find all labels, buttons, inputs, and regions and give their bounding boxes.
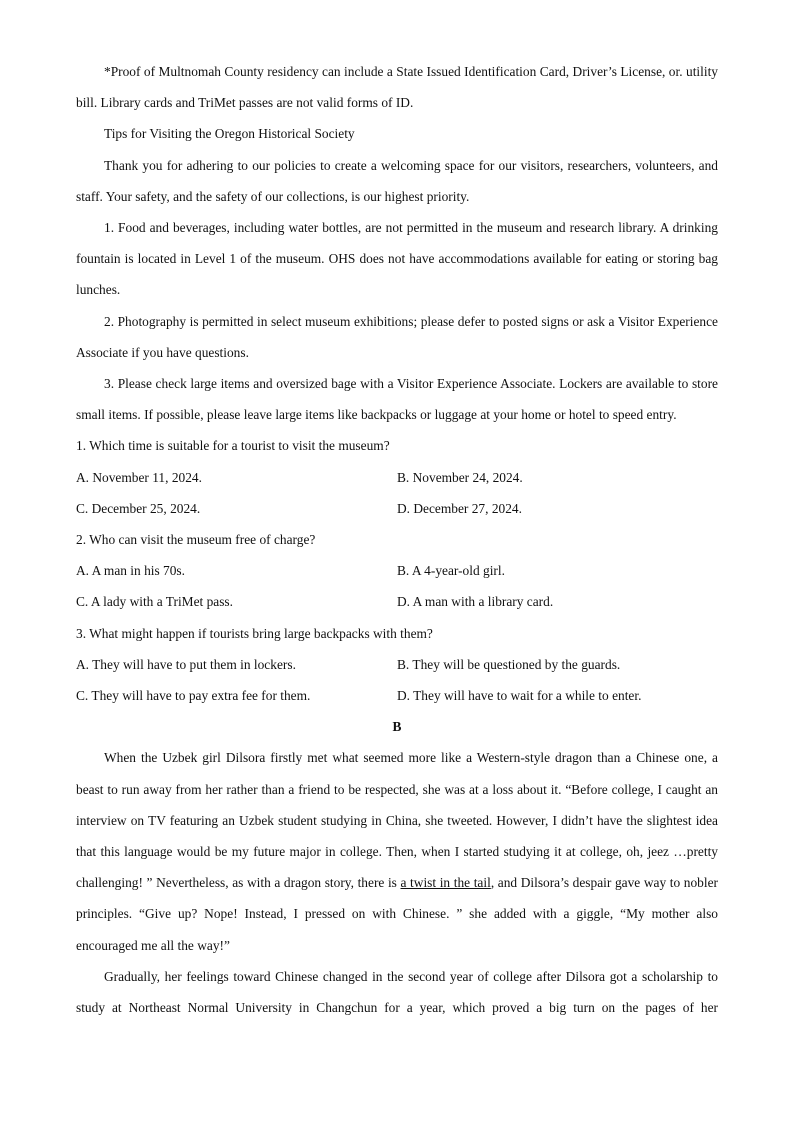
section-heading: B <box>392 719 402 735</box>
question-stem: 1. Which time is suitable for a tourist to visit the museum? <box>76 438 390 454</box>
option-c: C. December 25, 2024. <box>76 500 201 516</box>
option-c: C. A lady with a TriMet pass. <box>76 594 233 610</box>
option-d: D. December 27, 2024. <box>397 500 522 516</box>
passage-b-paragraph-2: Gradually, her feelings toward Chinese changed in the second year of college after Dilsora got a scholarship to study at Northeast Normal University in Changchun for a year, which proved a big turn on the pages of her <box>76 968 718 1016</box>
option-b: B. November 24, 2024. <box>397 469 523 485</box>
document-page <box>76 56 718 1023</box>
underlined-phrase: a twist in the tail <box>400 875 491 891</box>
question-1 <box>76 430 718 524</box>
option-d: D. A man with a library card. <box>397 594 554 610</box>
policy-intro: Thank you for adhering to our policies to create a welcoming space for our visitors, researchers, volunteers, and staff. Your safety, and the safety of our collections, is our highest priority. <box>76 157 718 204</box>
option-b: B. They will be questioned by the guards. <box>397 656 621 672</box>
passage-text: , and Dilsora’s despair gave way to nobler principles. “Give up? Nope! Instead, I pressed on with Chinese. ” she added with a giggle, “My mother also encouraged me all the way!” <box>76 875 718 953</box>
tip-large-items: 3. Please check large items and oversized bage with a Visitor Experience Associate. Lockers are available to store small items. If possible, please leave large items like backpacks or luggage at your home or hotel to speed entry. <box>76 376 718 423</box>
question-2 <box>76 524 718 618</box>
tip-food: 1. Food and beverages, including water bottles, are not permitted in the museum and research library. A drinking fountain is located in Level 1 of the museum. OHS does not have accommodations available for eating or storing bag lunches. <box>76 220 718 298</box>
option-d: D. They will have to wait for a while to enter. <box>397 688 642 704</box>
options-row <box>76 680 718 711</box>
option-c: C. They will have to pay extra fee for them. <box>76 688 311 704</box>
options-row <box>76 462 718 493</box>
question-stem: 3. What might happen if tourists bring large backpacks with them? <box>76 625 433 641</box>
option-a: A. A man in his 70s. <box>76 563 185 579</box>
passage-text: When the Uzbek girl Dilsora firstly met what seemed more like a Western-style dragon than a Chinese one, a beast to run away from her rather than a friend to be respected, she was at a loss about it. “Before college, I caught an interview on TV featuring an Uzbek student studying in China, she tweeted. However, I didn’t have the slightest idea that this language would be my future major in college. Then, when I started studying it at college, oh, jeez …pretty challenging! ” Nevertheless, as with a dragon story, there is <box>76 750 718 891</box>
residency-note: *Proof of Multnomah County residency can include a State Issued Identification Card, Driver’s License, or. utility bill. Library cards and TriMet passes are not valid forms of ID. <box>76 64 718 111</box>
tip-photography: 2. Photography is permitted in select museum exhibitions; please defer to posted signs or ask a Visitor Experience Associate if you have questions. <box>76 313 718 360</box>
options-row <box>76 649 718 680</box>
tips-title: Tips for Visiting the Oregon Historical Society <box>104 126 355 142</box>
passage-b-paragraph-1 <box>76 742 718 960</box>
option-a: A. They will have to put them in lockers. <box>76 656 296 672</box>
options-row <box>76 555 718 586</box>
question-stem: 2. Who can visit the museum free of charge? <box>76 532 316 548</box>
option-b: B. A 4-year-old girl. <box>397 563 505 579</box>
options-row <box>76 493 718 524</box>
option-a: A. November 11, 2024. <box>76 469 202 485</box>
options-row <box>76 586 718 617</box>
question-3 <box>76 618 718 712</box>
